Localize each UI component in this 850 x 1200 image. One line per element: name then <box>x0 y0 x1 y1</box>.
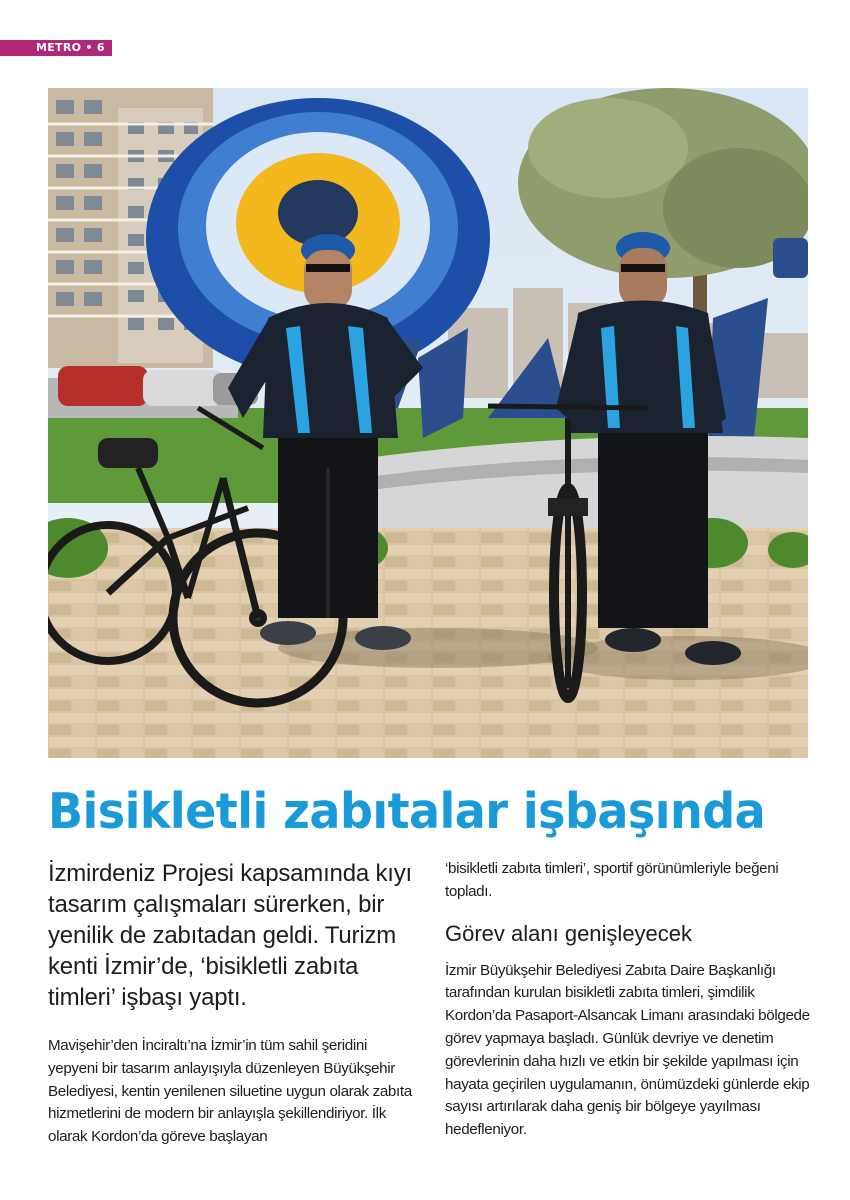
article-body-paragraph: İzmir Büyükşehir Belediyesi Zabıta Daire Başkanlığı tarafından kurulan bisikletli zabıta timleri, şimdilik Kordon’da Pasaport-Alsancak Limanı arasındaki bölgede görev yapmaya başladı. Günlük devriye ve denetim görevlerinin daha hızlı ve etkin bir şekilde yapılması için hayata geçirilen uygulamanın, önümüzdeki günlerde ekip sayısı artırılarak daha geniş bir bölgeye yayılması hedefleniyor. <box>445 961 810 1139</box>
article-body-paragraph: Mavişehir’den İnciraltı’na İzmir’in tüm sahil şeridini yepyeni bir tasarım anlayışıyla düzenleyen Büyükşehir Belediyesi, kentin yenilenen siluetine uygun olarak zabıta hizmetlerini de modern bir anlayışla şekillendiriyor. İlk olarak Kordon’da göreve başlayan <box>48 1037 412 1146</box>
article-subheading: Görev alanı genişleyecek <box>445 920 693 946</box>
article-lead: İzmirdeniz Projesi kapsamında kıyı tasarım çalışmaları sürerken, bir yenilik de zabıtadan geldi. Turizm kenti İzmir’de, ‘bisikletli zabıta timleri’ işbaşı yaptı. <box>48 860 413 1011</box>
article-column-right <box>445 858 817 1142</box>
article-column-left <box>48 858 420 1149</box>
article-photo <box>48 88 808 758</box>
article-headline: Bisikletli zabıtalar işbaşında <box>48 783 766 840</box>
article-body-continued: ‘bisikletli zabıta timleri’, sportif görünümleriyle beğeni topladı. <box>445 860 779 900</box>
page-section-tag: METRO • 6 <box>0 40 112 56</box>
